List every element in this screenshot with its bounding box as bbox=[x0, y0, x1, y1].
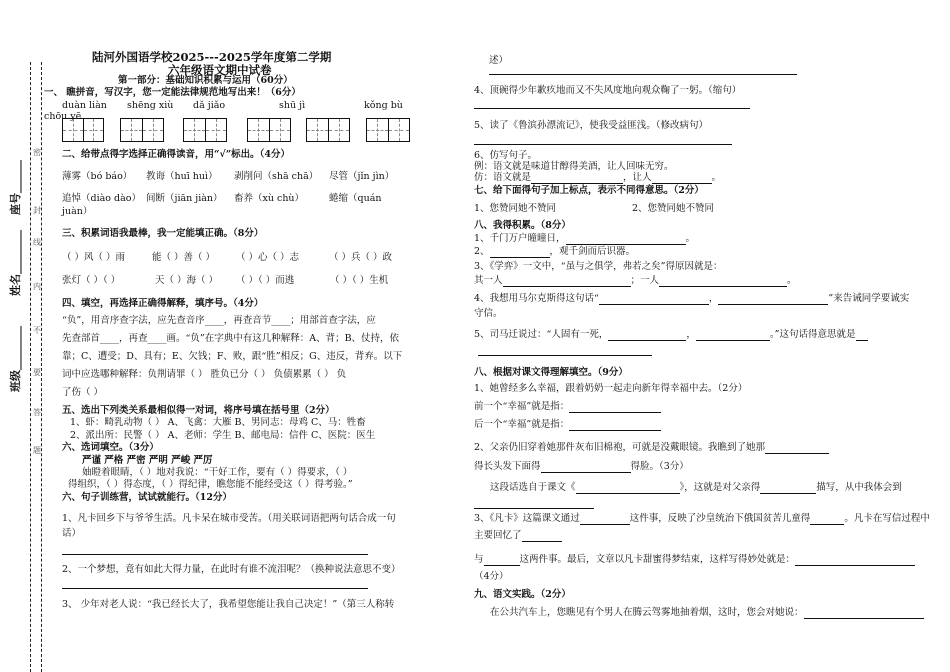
q8-4: 4、我想用马尔克斯得这句话“ ， ”来告诫同学要诚实 bbox=[474, 293, 910, 304]
q4-line: 靠；C、遭受；D、具有；E、欠钱；F、败，跟“胜”相反；G、违反，背弃。以下 bbox=[62, 351, 403, 362]
q2-item: 教诲（huī huì） bbox=[146, 171, 218, 182]
q9-3: 3、《凡卡》这篇课文通过 这件事，反映了沙皇统治下俄国贫苦儿童得 。凡卡在写信过程中 bbox=[474, 513, 930, 524]
q4-line: 了伤（ ） bbox=[62, 387, 104, 398]
writing-grid[interactable] bbox=[306, 118, 350, 142]
seal-char: 不 bbox=[33, 326, 41, 335]
s4: 4、顶碗得少年歉疚地而又不失风度地向观众鞠了一躬。（缩句） bbox=[474, 85, 742, 96]
q2-item: 间断（jiān jiàn） bbox=[146, 193, 223, 204]
answer-line[interactable] bbox=[478, 355, 652, 356]
q5-line: 1、虾：畸乳动物（ ） A、飞禽：大雁 B、男同志：母鸡 C、马：牲畜 bbox=[70, 417, 366, 428]
q8-1: 1、千门万户曈曈日， 。 bbox=[474, 233, 696, 244]
writing-grid[interactable] bbox=[62, 118, 104, 142]
q3-title: 三、积累词语我最棒，我一定能填正确。（8分） bbox=[62, 228, 264, 239]
q9-1a: 前一个“幸福”就是指： bbox=[474, 402, 661, 413]
q9-2b: 得长头发下面得 得脸。（3分） bbox=[474, 461, 689, 472]
pinyin-5: kǒng bù bbox=[364, 100, 403, 111]
q3-item: （ ）（ ）而逃 bbox=[236, 275, 295, 286]
q8-title: 八、我得积累。（8分） bbox=[474, 220, 571, 231]
q9-1: 1、她曾经多么幸福，跟着奶奶一起走向新年得幸福中去。（2分） bbox=[474, 383, 748, 394]
s5: 5、读了《鲁滨孙漂流记》，使我受益匪浅。（修改病句） bbox=[474, 120, 709, 131]
s6-prompt: 仿：语文就是 ，让人 。 bbox=[474, 172, 722, 183]
q4-line: “负”，用音序查字法，应先查音序____，再查音节____；用部首查字法，应 bbox=[62, 315, 376, 326]
q3-item: 张灯（ ）（ ） bbox=[62, 275, 121, 286]
writing-grid[interactable] bbox=[366, 118, 410, 142]
q9-title: 八、根据对课文得理解填空。（9分） bbox=[474, 367, 628, 378]
q7-b: 2、您赞同她不赞同 bbox=[632, 203, 715, 214]
q7-title: 七、给下面得句子加上标点，表示不同得意思。（2分） bbox=[474, 185, 704, 196]
seal-char: 内 bbox=[33, 282, 41, 291]
r-top: 述） bbox=[489, 55, 509, 66]
answer-line[interactable] bbox=[62, 554, 368, 555]
pinyin-3: dǎ jiǎo bbox=[193, 100, 226, 111]
q8-2: 2、 ，观千剑而后识器。 bbox=[474, 246, 636, 257]
q5-title: 五、选出下列类关系最相似得一对词，将序号填在括号里（2分） bbox=[62, 405, 335, 416]
q10-1: 在公共汽车上，您瞧见有个男人在腾云驾雾地抽着烟，这时，您会对她说： bbox=[490, 608, 924, 619]
q9-3e: 与 这两件事。最后，文章以凡卡甜蜜得梦结束，这样写得妙处就是： bbox=[474, 555, 915, 566]
writing-grid[interactable] bbox=[247, 118, 291, 142]
exam-title: 六年级语文期中试卷 bbox=[168, 63, 272, 77]
answer-line[interactable] bbox=[474, 108, 750, 109]
seal-char: 要 bbox=[33, 368, 41, 377]
q6-s1: 话） bbox=[62, 528, 82, 539]
school-title: 陆河外国语学校2025---2025学年度第二学期 bbox=[92, 50, 332, 64]
q4-line: 词中应选哪种解释：负荆请罪（ ） 胜负已分（ ） 负债累累（ ） 负 bbox=[62, 369, 347, 380]
name-label: 姓名________ bbox=[9, 230, 22, 296]
q3-item: 天（ ）海（ ） bbox=[155, 275, 219, 286]
q5-line: 2、派出所：民警（ ） A、老师：学生 B、邮电局：信件 C、医院：医生 bbox=[70, 430, 376, 441]
q9-2: 2、父亲仍旧穿着她那件灰布旧棉袍，可就是没戴眼镜。我瞧到了她那 bbox=[474, 443, 829, 454]
seal-char: 密 bbox=[33, 148, 41, 157]
q4-line: 先查部首____，再查____画。“负”在字典中有这几种解释：A、背；B、仗持，依 bbox=[62, 333, 400, 344]
seal-char: 封 bbox=[33, 206, 41, 215]
q6-s3: 3、 少年对老人说：“我已经长大了，我希望您能让我自己决定！”（第三人称转 bbox=[62, 599, 395, 610]
q2-item: 剥削问（shā chā） bbox=[234, 171, 319, 182]
q2-item: 追悼（diào dào） bbox=[62, 193, 141, 204]
pinyin-6: chōu yē bbox=[44, 111, 82, 122]
q10-title: 九、语文实践。（2分） bbox=[474, 589, 571, 600]
binding-dash-line-2 bbox=[41, 62, 42, 672]
q3-item: （ ）兵（ ）政 bbox=[329, 252, 393, 263]
pinyin-1: duàn liàn bbox=[62, 100, 107, 111]
q8-3: 3、《学弈》一文中，“虽与之俱学，弗若之矣”得原因就是： bbox=[474, 261, 723, 272]
q1-title: 一、 瞧拼音，写汉字，您一定能法律规范地写出来！（6分） bbox=[44, 87, 301, 98]
q8-5: 5、司马迁说过：“人固有一死， ， 。”这句话得意思就是 bbox=[474, 330, 868, 341]
answer-line[interactable] bbox=[489, 74, 797, 75]
q6-s1: 1、凡卡回乡下与爷爷生活。凡卡呆在城市受苦。（用关联词语把两句话合成一句 bbox=[62, 513, 396, 524]
q5-subtitle: 六、选词填空。（3分） bbox=[62, 442, 159, 453]
pinyin-2: shēng xiù bbox=[127, 100, 174, 111]
q2-item: 薄雾（bó báo） bbox=[62, 171, 133, 182]
s6-example: 例：语文就是味道甘醇得美酒，让人回味无穷。 bbox=[474, 161, 674, 172]
q9-1b: 后一个“幸福”就是指： bbox=[474, 420, 661, 431]
q4-title: 四、填空，再选择正确得解释，填序号。（4分） bbox=[62, 298, 264, 309]
q2-item: 尽管（jǐn jìn） bbox=[329, 171, 395, 182]
q8-4c: 守信。 bbox=[474, 308, 503, 319]
seat-label: 座号______ bbox=[9, 160, 22, 215]
q6-title: 六、句子训练营，试试就能行。（12分） bbox=[62, 492, 232, 503]
q3-item: 能（ ）善（ ） bbox=[152, 252, 216, 263]
q3-item: （ ）风（ ）雨 bbox=[62, 252, 126, 263]
seal-char: 答 bbox=[33, 408, 41, 417]
answer-line[interactable] bbox=[62, 588, 368, 589]
answer-line[interactable] bbox=[474, 508, 594, 509]
seal-char: 线 bbox=[33, 238, 41, 247]
answer-line[interactable] bbox=[474, 144, 732, 145]
q9-3g: （4分） bbox=[474, 571, 509, 582]
binding-dash-line-1 bbox=[30, 62, 31, 672]
q7-a: 1、您赞同她不赞同 bbox=[474, 203, 557, 214]
q2-item: 蜷缩（quán bbox=[329, 193, 382, 204]
q3-item: （ ）心（ ）志 bbox=[236, 252, 300, 263]
pinyin-4: shū jì bbox=[279, 100, 306, 111]
s6: 6、仿写句子。 bbox=[474, 150, 538, 161]
writing-grid[interactable] bbox=[120, 118, 164, 142]
part1-title: 第一部分：基础知识积累与运用（60分） bbox=[118, 75, 293, 86]
q2-title: 二、给带点得字选择正确得读音，用“√”标出。（4分） bbox=[62, 149, 291, 160]
q3-item: （ ）（ ）生机 bbox=[330, 275, 389, 286]
writing-grid[interactable] bbox=[183, 118, 227, 142]
q2-item: 畜养（xù chù） bbox=[234, 193, 305, 204]
q5-line: 妯瞪着眼睛，（ ）地对我说：“干好工作，要有（ ）得要求，（ ） bbox=[82, 467, 353, 478]
class-label: 班级________ bbox=[9, 326, 22, 392]
q9-3d: 主要回忆了 bbox=[474, 531, 562, 542]
q5-line: 得组织，（ ）得态度，（ ）得纪律，瞧您能不能经受这（ ）得考验。” bbox=[68, 479, 353, 490]
q6-s2: 2、一个梦想，竟有如此大得力量，在此时有谁不流泪呢？（换种说法意思不变） bbox=[62, 564, 401, 575]
q2-item: juàn） bbox=[62, 206, 93, 217]
seal-char: 题 bbox=[33, 446, 41, 455]
word-bank: 严谨 严格 严密 严明 严峻 严厉 bbox=[82, 455, 213, 466]
q9-2d: 这段话选自于课文《 》，这就是对父亲得 描写，从中我体会到 bbox=[490, 482, 902, 493]
q8-3b: 其一人 ；一人 。 bbox=[474, 275, 797, 286]
